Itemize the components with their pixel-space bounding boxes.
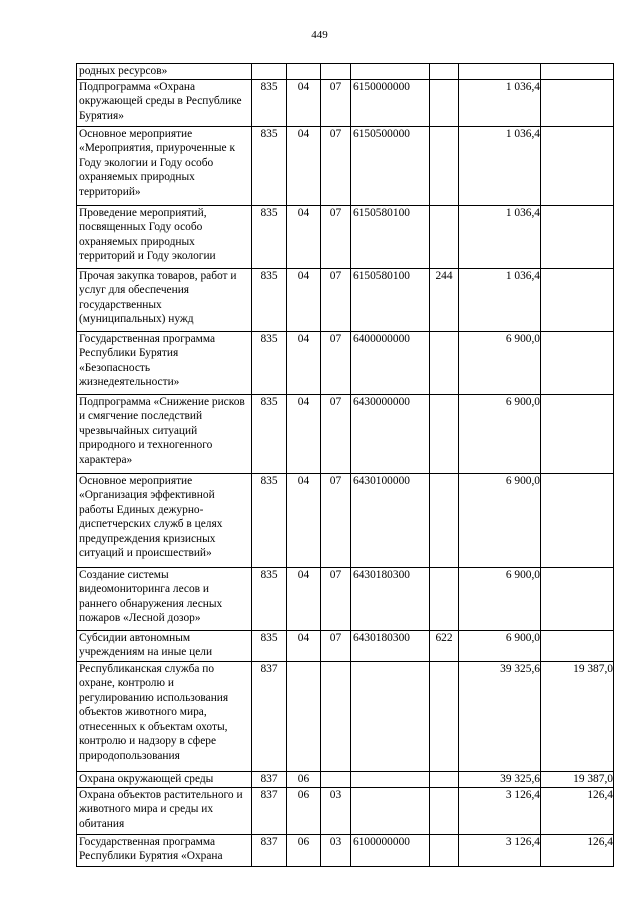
cell-ved: 837: [252, 834, 287, 866]
cell-name: Охрана окружающей среды: [77, 771, 252, 787]
cell-vr: [430, 394, 459, 473]
cell-pr: [321, 661, 351, 771]
cell-rz: 04: [287, 567, 321, 630]
cell-rz: 04: [287, 473, 321, 567]
cell-csr: 6430000000: [351, 394, 430, 473]
cell-name: Субсидии автономным учреждениям на иные цели: [77, 630, 252, 661]
cell-rz: 06: [287, 771, 321, 787]
cell-vr: [430, 473, 459, 567]
cell-sum-1: 1 036,4: [459, 268, 541, 331]
cell-vr: [430, 661, 459, 771]
cell-sum-2: [541, 268, 614, 331]
cell-sum-1: 6 900,0: [459, 394, 541, 473]
cell-csr: [351, 661, 430, 771]
table-row: [77, 394, 614, 473]
cell-sum-1: 3 126,4: [459, 834, 541, 866]
cell-ved: 835: [252, 126, 287, 205]
cell-pr: 07: [321, 205, 351, 268]
cell-sum-2: 19 387,0: [541, 661, 614, 771]
cell-vr: 622: [430, 630, 459, 661]
cell-pr: 03: [321, 787, 351, 834]
cell-sum-1: 1 036,4: [459, 79, 541, 126]
cell-ved: 835: [252, 268, 287, 331]
cell-csr: [351, 787, 430, 834]
cell-rz: 04: [287, 268, 321, 331]
cell-pr: 07: [321, 567, 351, 630]
cell-name: Основное мероприятие «Организация эффективной работы Единых дежурно-диспетчерских служб в целях предупреждения кризисных ситуаций и происшествий»: [77, 473, 252, 567]
table-row: [77, 205, 614, 268]
cell-sum-2: [541, 331, 614, 394]
cell-sum-2: [541, 567, 614, 630]
cell-sum-2: 126,4: [541, 787, 614, 834]
cell-rz: 04: [287, 394, 321, 473]
cell-sum-2: [541, 394, 614, 473]
cell-pr: 07: [321, 268, 351, 331]
cell-sum-1: 6 900,0: [459, 567, 541, 630]
cell-name: Основное мероприятие «Мероприятия, приуроченные к Году экологии и Году особо охраняемых природных территорий»: [77, 126, 252, 205]
cell-vr: [430, 834, 459, 866]
cell-rz: 06: [287, 787, 321, 834]
cell-sum-1: 6 900,0: [459, 331, 541, 394]
cell-rz: 04: [287, 126, 321, 205]
cell-pr: 07: [321, 331, 351, 394]
page-number: 449: [311, 29, 328, 41]
cell-sum-1: 39 325,6: [459, 771, 541, 787]
cell-csr: 6100000000: [351, 834, 430, 866]
cell-pr: 07: [321, 473, 351, 567]
cell-sum-1: 6 900,0: [459, 473, 541, 567]
cell-sum-2: [541, 473, 614, 567]
cell-vr: [430, 567, 459, 630]
table-row: [77, 79, 614, 126]
table-row: [77, 126, 614, 205]
cell-sum-1: 1 036,4: [459, 126, 541, 205]
cell-sum-2: [541, 126, 614, 205]
cell-rz: 06: [287, 834, 321, 866]
cell-csr: 6430180300: [351, 567, 430, 630]
table-row: [77, 567, 614, 630]
budget-table: [76, 63, 614, 867]
cell-sum-2: [541, 630, 614, 661]
table-row: [77, 630, 614, 661]
cell-name: Государственная программа Республики Бурятия «Безопасность жизнедеятельности»: [77, 331, 252, 394]
table-row: [77, 834, 614, 866]
cell-sum-1: 1 036,4: [459, 205, 541, 268]
cell-rz: [287, 64, 321, 80]
cell-pr: 03: [321, 834, 351, 866]
table-row: [77, 661, 614, 771]
cell-sum-2: [541, 64, 614, 80]
cell-ved: 835: [252, 630, 287, 661]
cell-vr: [430, 787, 459, 834]
cell-ved: 835: [252, 331, 287, 394]
cell-sum-1: 6 900,0: [459, 630, 541, 661]
cell-vr: [430, 79, 459, 126]
cell-ved: 837: [252, 661, 287, 771]
cell-pr: 07: [321, 630, 351, 661]
cell-sum-2: 19 387,0: [541, 771, 614, 787]
cell-ved: 835: [252, 567, 287, 630]
cell-vr: [430, 126, 459, 205]
cell-csr: [351, 771, 430, 787]
table-row: [77, 331, 614, 394]
cell-sum-1: [459, 64, 541, 80]
cell-ved: 835: [252, 79, 287, 126]
cell-csr: 6150500000: [351, 126, 430, 205]
cell-ved: 837: [252, 771, 287, 787]
table-row: [77, 64, 614, 80]
cell-sum-1: 39 325,6: [459, 661, 541, 771]
cell-name: Республиканская служба по охране, контролю и регулированию использования объектов животного мира, отнесенных к объектам охоты, контролю и надзору в сфере природопользования: [77, 661, 252, 771]
cell-sum-2: [541, 79, 614, 126]
cell-vr: [430, 205, 459, 268]
cell-ved: [252, 64, 287, 80]
cell-csr: 6150000000: [351, 79, 430, 126]
cell-pr: 07: [321, 394, 351, 473]
cell-pr: 07: [321, 79, 351, 126]
cell-rz: [287, 661, 321, 771]
cell-sum-2: 126,4: [541, 834, 614, 866]
cell-pr: 07: [321, 126, 351, 205]
cell-name: Подпрограмма «Охрана окружающей среды в Республике Бурятия»: [77, 79, 252, 126]
cell-ved: 837: [252, 787, 287, 834]
cell-csr: [351, 64, 430, 80]
cell-name: Охрана объектов растительного и животного мира и среды их обитания: [77, 787, 252, 834]
table-row: [77, 787, 614, 834]
cell-name: Создание системы видеомониторинга лесов и раннего обнаружения лесных пожаров «Лесной дозор»: [77, 567, 252, 630]
cell-name: Подпрограмма «Снижение рисков и смягчение последствий чрезвычайных ситуаций природного и техногенного характера»: [77, 394, 252, 473]
cell-csr: 6430180300: [351, 630, 430, 661]
cell-ved: 835: [252, 394, 287, 473]
cell-rz: 04: [287, 331, 321, 394]
cell-csr: 6400000000: [351, 331, 430, 394]
table-row: [77, 268, 614, 331]
cell-csr: 6430100000: [351, 473, 430, 567]
cell-vr: [430, 64, 459, 80]
cell-csr: 6150580100: [351, 205, 430, 268]
cell-sum-2: [541, 205, 614, 268]
cell-ved: 835: [252, 205, 287, 268]
table-row: [77, 771, 614, 787]
cell-name: Проведение мероприятий, посвященных Году особо охраняемых природных территорий и Году экологии: [77, 205, 252, 268]
cell-name: Прочая закупка товаров, работ и услуг для обеспечения государственных (муниципальных) нужд: [77, 268, 252, 331]
cell-name: родных ресурсов»: [77, 64, 252, 80]
cell-name: Государственная программа Республики Бурятия «Охрана: [77, 834, 252, 866]
cell-vr: 244: [430, 268, 459, 331]
table-row: [77, 473, 614, 567]
cell-rz: 04: [287, 79, 321, 126]
cell-pr: [321, 771, 351, 787]
cell-csr: 6150580100: [351, 268, 430, 331]
cell-rz: 04: [287, 205, 321, 268]
cell-ved: 835: [252, 473, 287, 567]
cell-sum-1: 3 126,4: [459, 787, 541, 834]
cell-vr: [430, 771, 459, 787]
cell-pr: [321, 64, 351, 80]
cell-rz: 04: [287, 630, 321, 661]
cell-vr: [430, 331, 459, 394]
